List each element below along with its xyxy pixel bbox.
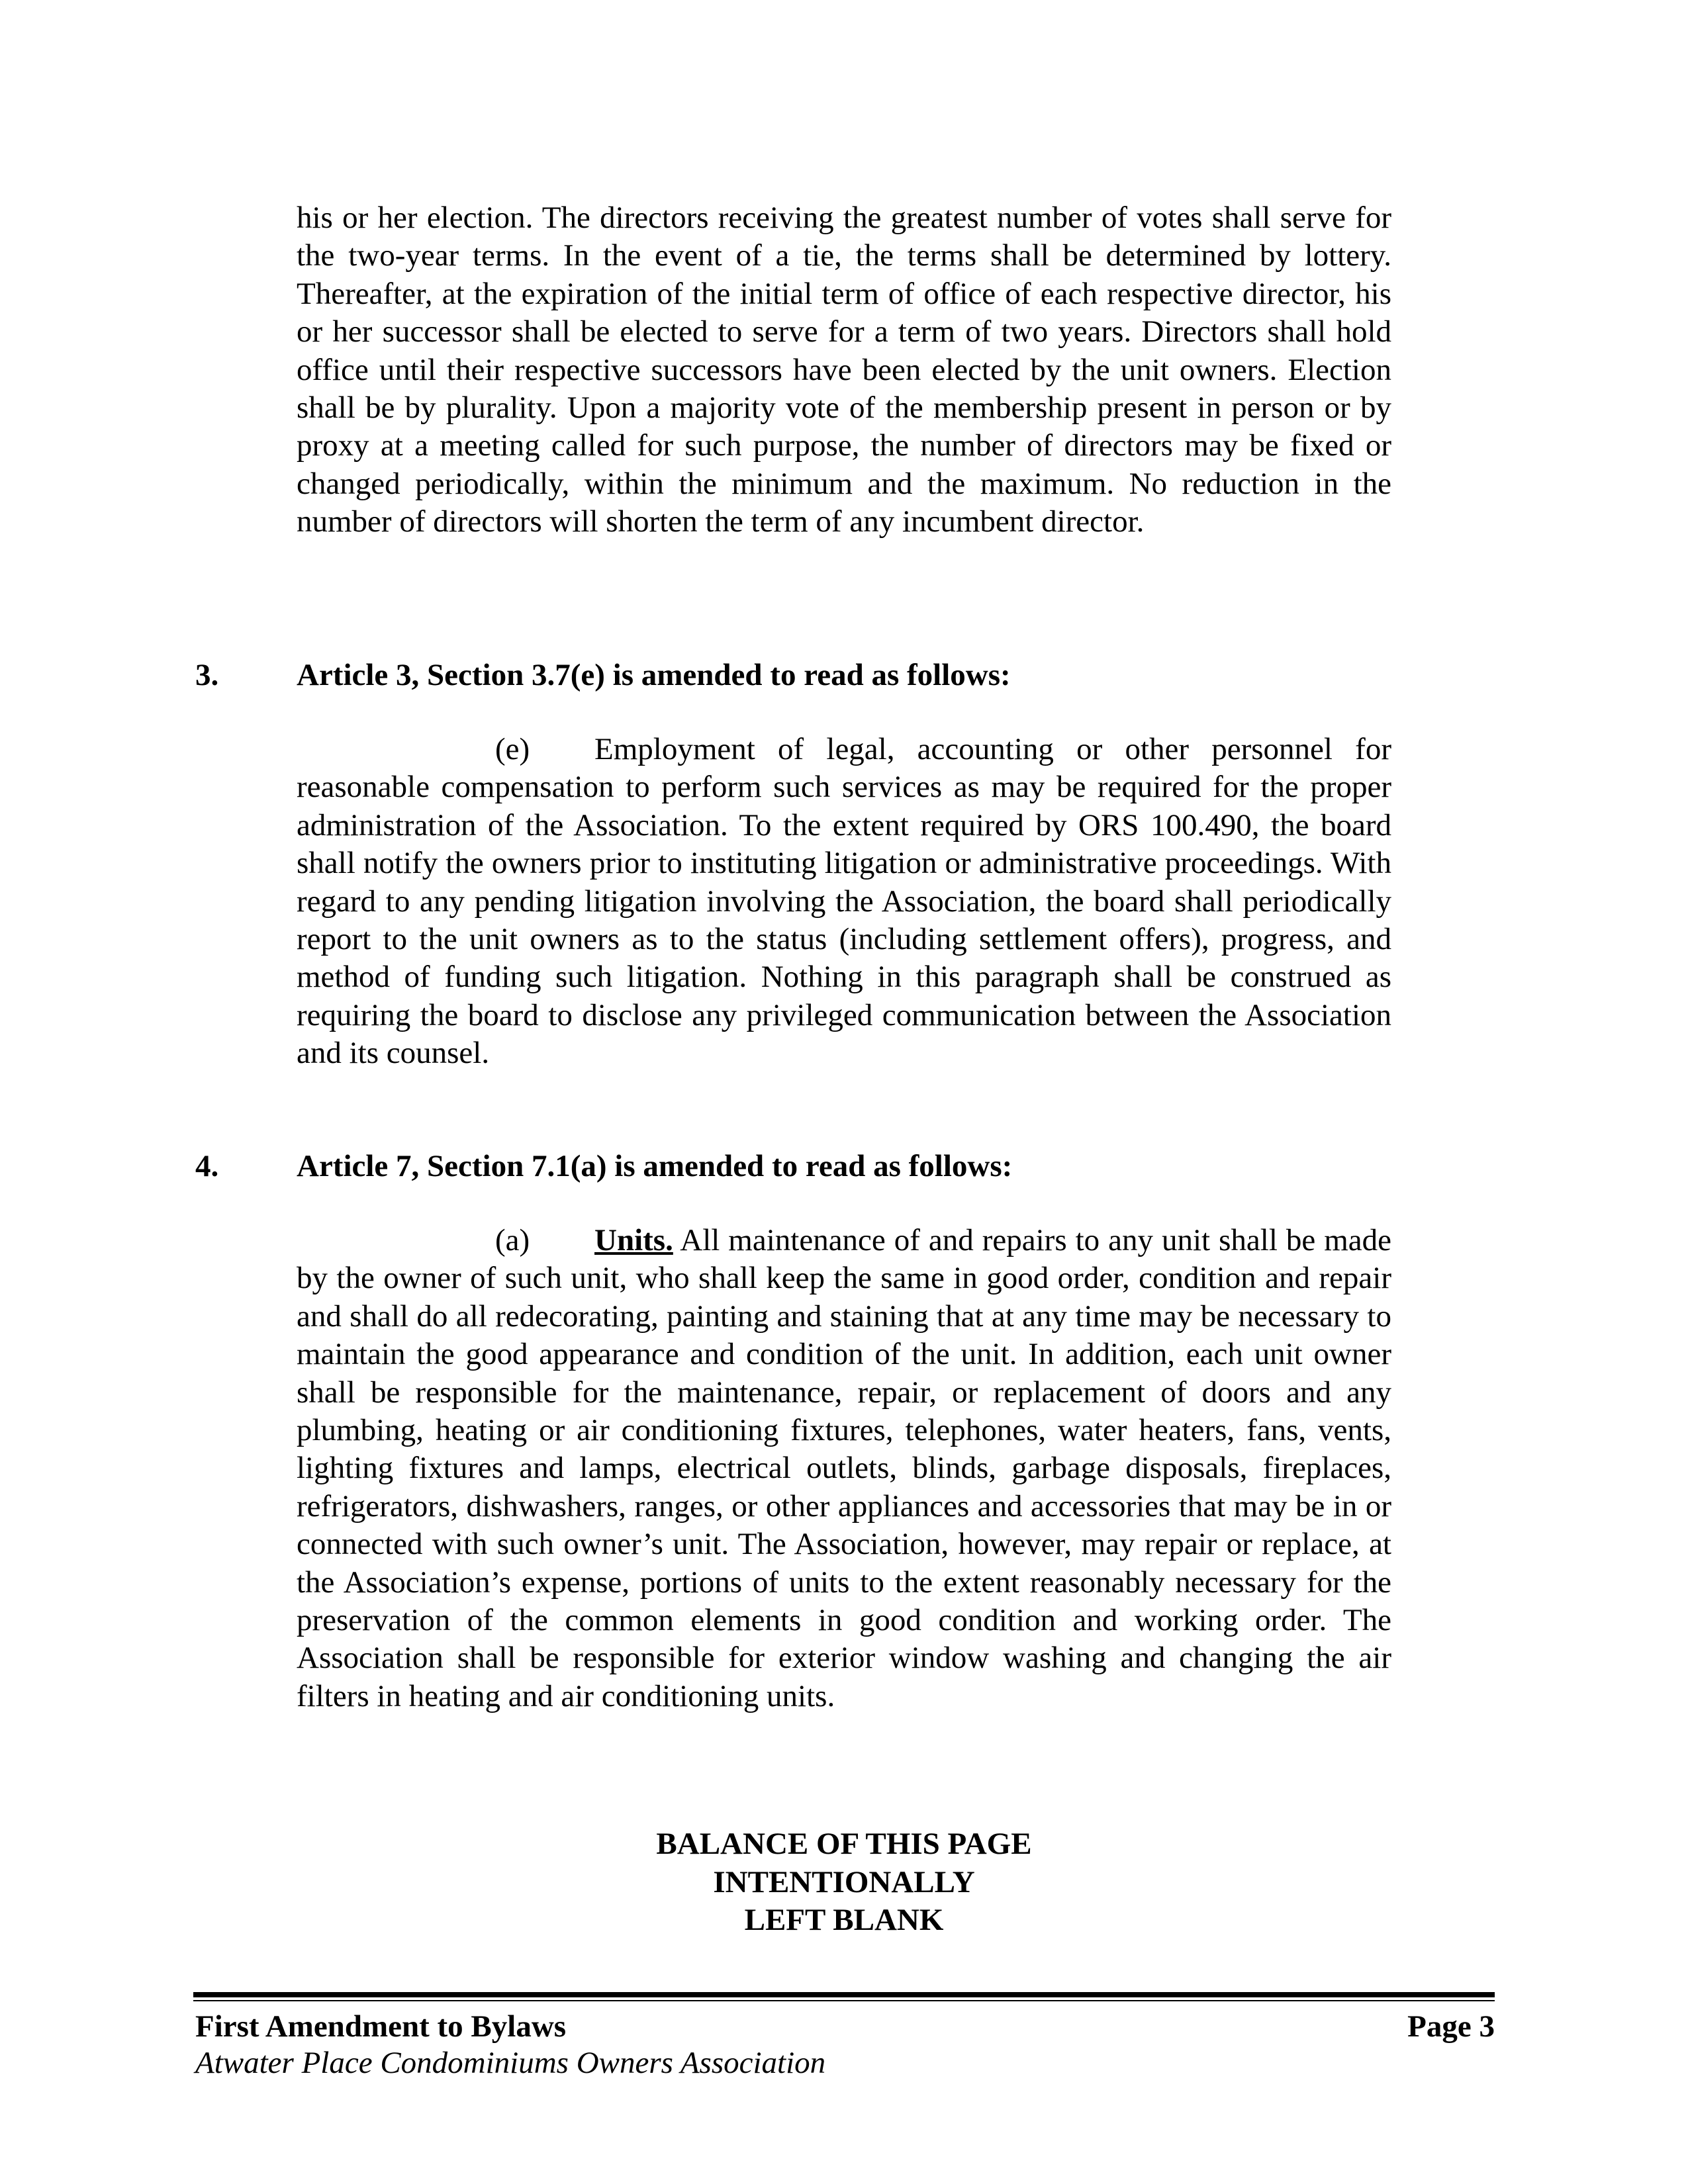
balance-line-3: LEFT BLANK	[744, 1903, 944, 1937]
section-4-text: All maintenance of and repairs to any unit shall be made by the owner of such unit, who shall keep the same in good order, condition and repair and shall do all redecorating, painting and staining that at any time may be necessary to maintain the good appearance and condition of the unit. In addition, each unit owner shall be responsible for the maintenance, repair, or replacement of doors and any plumbing, heating or air conditioning fixtures, telephones, water heaters, fans, vents, lighting fixtures and lamps, electrical outlets, blinds, garbage disposals, fireplaces, refrigerators, dishwashers, ranges, or other appliances and accessories that may be in or connected with such owner’s unit. The Association, however, may repair or replace, at the Association’s expense, portions of units to the extent reasonably necessary for the preservation of the common elements in good condition and working order. The Association shall be responsible for exterior window washing and changing the air filters in heating and air conditioning units.	[297, 1223, 1391, 1713]
section-3-paragraph	[297, 731, 1391, 1073]
section-4-marker: (a)	[495, 1223, 530, 1257]
balance-notice	[0, 1825, 1688, 1940]
footer-page-number: Page 3	[1407, 2009, 1495, 2044]
section-3-heading: Article 3, Section 3.7(e) is amended to read as follows:	[297, 658, 1011, 692]
section-4-subtitle: Units.	[594, 1223, 673, 1257]
footer-association-name: Atwater Place Condominiums Owners Association	[195, 2046, 826, 2080]
footer-title: First Amendment to Bylaws	[195, 2009, 567, 2044]
footer-rule-thick	[193, 1992, 1495, 1997]
section-3-number: 3.	[195, 658, 219, 692]
balance-line-1: BALANCE OF THIS PAGE	[656, 1827, 1032, 1861]
section-4-heading: Article 7, Section 7.1(a) is amended to read as follows:	[297, 1149, 1013, 1183]
section-3-text: Employment of legal, accounting or other personnel for reasonable compensation to perform such services as may be required for the proper administration of the Association. To the extent required by ORS 100.490, the board shall notify the owners prior to instituting litigation or administrative proceedings. With regard to any pending litigation involving the Association, the board shall periodically report to the unit owners as to the status (including settlement offers), progress, and method of funding such litigation. Nothing in this paragraph shall be construed as requiring the board to disclose any privileged communication between the Association and its counsel.	[297, 732, 1391, 1071]
footer-rule-thin	[193, 2000, 1495, 2001]
section-3-marker: (e)	[495, 732, 530, 766]
continuation-paragraph: his or her election. The directors receiving the greatest number of votes shall serve for the two-year terms. In the event of a tie, the terms shall be determined by lottery. Thereafter, at the expiration of the initial term of office of each respective director, his or her successor shall be elected to serve for a term of two years. Directors shall hold office until their respective successors have been elected by the unit owners. Election shall be by plurality. Upon a majority vote of the membership present in person or by proxy at a meeting called for such purpose, the number of directors may be fixed or changed periodically, within the minimum and the maximum. No reduction in the number of directors will shorten the term of any incumbent director.	[297, 201, 1391, 539]
section-4-paragraph	[297, 1222, 1391, 1715]
section-4-number: 4.	[195, 1149, 219, 1183]
balance-line-2: INTENTIONALLY	[713, 1864, 975, 1899]
